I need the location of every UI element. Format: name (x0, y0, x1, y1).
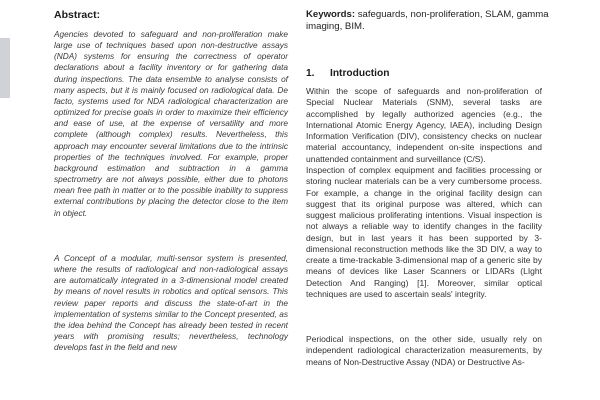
keywords-text: safeguards, non-proliferation, SLAM, gamma imaging, BIM. (306, 9, 549, 32)
abstract-heading: Abstract: (54, 9, 101, 21)
section-number: 1. (306, 68, 315, 79)
keywords-label: Keywords: (306, 9, 356, 20)
margin-bar (0, 38, 10, 98)
section-heading (306, 68, 389, 79)
intro-paragraph-1: Within the scope of safeguards and non-proliferation of Special Nuclear Materials (SNM), several tasks are accomplished by legally authorized agencies (e.g., the International Atomic Energy Agency, IAEA), including Design Information Verification (DIV), consistency checks on nuclear material accountancy, independent on-site inspections and unattended containment and surveillance (C/S). (306, 86, 542, 164)
intro-paragraph-2: Inspection of complex equipment and facilities processing or storing nuclear materials can be a very cumbersome process. For example, a change in the original facility design can suggest that its original purpose was altered, which can suggest malicious proliferating intentions. Visual inspection is not always a reliable way to identify changes in the facility design, but in last years it has been supported by 3-dimensional reconstruction methods like the 3D DIV, a way to create a time-trackable 3-dimensional map of a generic site by means of devices like Laser Scanners or LIDARs (LIght Detection And Ranging) [1]. Moreover, similar optical techniques are used to ascertain seals' integrity. (306, 165, 542, 299)
intro-paragraph-3: Periodical inspections, on the other side, usually rely on independent radiological characterization measurements, by means of Non-Destructive Assay (NDA) or Destructive As- (306, 334, 542, 367)
keywords (306, 9, 558, 33)
section-title: Introduction (330, 68, 390, 79)
abstract-paragraph-2: A Concept of a modular, multi-sensor system is presented, where the results of radiological and non-radiological assays are automatically integrated in a 3-dimensional model created by means of novel results in robotics and optical sensors. This review paper reports and discuss the state-of-art in the implementation of systems similar to the Concept presented, as the idea behind the Concept has already been tested in recent years with promising results; nevertheless, technology develops fast in the field and new (54, 253, 288, 353)
abstract-paragraph-1: Agencies devoted to safeguard and non-proliferation make large use of techniques based upon non-destructive assays (NDA) systems for ensuring the correctness of operator declarations about a facility inventory or for gathering data during inspections. The data ensemble to analyse consists of many aspects, but it is mainly focused on radiological data. De facto, systems used for NDA radiological characterization are optimized for precise goals in order to maximize their efficiency and ease of use, at the expense of versatility and more complete (although complex) results. Nevertheless, this approach may encounter several limitations due to the intrinsic properties of the techniques involved. For example, proper background estimation and subtraction in a gamma spectrometry are not always possible, either due to photons mean free path in matter or to the possible inability to suppress external contributions by placing the detector close to the item in object. (54, 29, 288, 218)
